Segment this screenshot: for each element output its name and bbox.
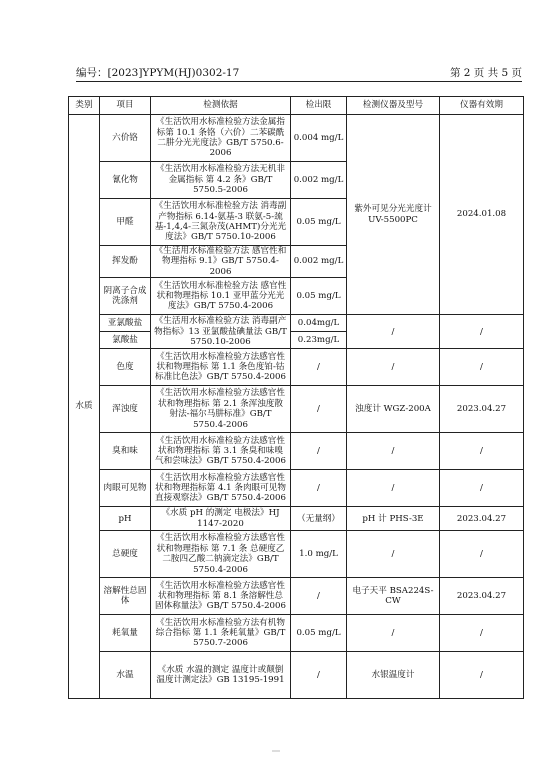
limit-cell: / (291, 349, 347, 386)
basis-cell: 《生活饮用水标准检验方法感官性状和物理指标 第 1.1 条色度铂-钴标准比色法》GB/T 5750.4-2006 (151, 349, 291, 386)
column-header-item: 项目 (100, 97, 151, 115)
limit-cell: / (291, 386, 347, 433)
basis-cell: 《生活饮用水标准检验方法感官性状和物理指标第 4.1 条肉眼可见物直接观察法》GB/T 5750.4-2006 (151, 470, 291, 507)
instrument-cell: 水银温度计 (347, 652, 440, 699)
item-cell: 甲醛 (100, 199, 151, 246)
item-cell: 挥发酚 (100, 246, 151, 278)
page-footer-mark (272, 750, 280, 752)
basis-cell: 《生活饮用水标准检验方法 消毒副产物指标 6.14-氨基-3 联氨-5-巯基-1,4,4-三氮杂茂(AHMT)分光光度法》GB/T 5750.10-2006 (151, 199, 291, 246)
column-header-category: 类别 (69, 97, 100, 115)
instrument-cell: 电子天平 BSA224S-CW (347, 578, 440, 615)
item-cell: 水温 (100, 652, 151, 699)
item-cell: 肉眼可见物 (100, 470, 151, 507)
validity-cell: / (440, 652, 524, 699)
validity-cell: / (440, 433, 524, 470)
page-header (76, 67, 522, 82)
item-cell: 阴离子合成洗涤剂 (100, 278, 151, 315)
basis-cell: 《生活用水标准检验方法 消毒副产物指标》13 亚氯酸盐碘量法 GB/T 5750.10-2006 (151, 315, 291, 349)
instrument-cell: / (347, 531, 440, 578)
test-method-table (68, 96, 524, 699)
table-row (69, 507, 524, 531)
instrument-cell: / (347, 433, 440, 470)
limit-cell: / (291, 470, 347, 507)
limit-cell: 0.05 mg/L (291, 615, 347, 652)
limit-cell: / (291, 652, 347, 699)
item-cell: 浑浊度 (100, 386, 151, 433)
validity-cell: / (440, 349, 524, 386)
validity-cell: / (440, 615, 524, 652)
validity-cell: 2023.04.27 (440, 386, 524, 433)
item-cell: 氯酸盐 (100, 332, 151, 349)
basis-cell: 《生活饮用水标准检验方法感官性状和物理指标 第 3.1 条臭和味嗅气和尝味法》GB/T 5750.4-2006 (151, 433, 291, 470)
table-row (69, 470, 524, 507)
instrument-cell: 浊度计 WGZ-200A (347, 386, 440, 433)
limit-cell: 0.23mg/L (291, 332, 347, 349)
basis-cell: 《生活饮用水标准检验方法无机非金属指标 第 4.2 条》GB/T 5750.5-2006 (151, 162, 291, 199)
limit-cell: / (291, 578, 347, 615)
instrument-cell: / (347, 315, 440, 349)
limit-cell: 1.0 mg/L (291, 531, 347, 578)
basis-cell: 《生活饮用水标准检验方法感官性状和物理指标 第 2.1 条浑浊度散射法-福尔马肼标准》GB/T 5750.4-2006 (151, 386, 291, 433)
item-cell: 总硬度 (100, 531, 151, 578)
validity-cell: / (440, 531, 524, 578)
item-cell: 亚氯酸盐 (100, 315, 151, 332)
limit-cell: 0.002 mg/L (291, 162, 347, 199)
item-cell: 氰化物 (100, 162, 151, 199)
basis-cell: 《生活饮用水标准检验方法感官性状和物理指标 第 8.1 条溶解性总固体称量法》GB/T 5750.4-2006 (151, 578, 291, 615)
column-header-basis: 检测依据 (151, 97, 291, 115)
column-header-validity: 仪器有效期 (440, 97, 524, 115)
instrument-cell: pH 计 PHS-3E (347, 507, 440, 531)
basis-cell: 《水质 pH 的测定 电极法》HJ 1147-2020 (151, 507, 291, 531)
table-row (69, 531, 524, 578)
basis-cell: 《水质 水温的测定 温度计或颠倒温度计测定法》GB 13195-1991 (151, 652, 291, 699)
validity-cell: / (440, 315, 524, 349)
item-cell: 溶解性总固体 (100, 578, 151, 615)
limit-cell: 0.05 mg/L (291, 278, 347, 315)
item-cell: pH (100, 507, 151, 531)
limit-cell: 0.05 mg/L (291, 199, 347, 246)
limit-cell: 0.002 mg/L (291, 246, 347, 278)
document-number: 编号：[2023]YPYM(HJ)0302-17 (76, 67, 240, 79)
page-number: 第 2 页 共 5 页 (449, 67, 522, 79)
table-header-row (69, 97, 524, 115)
category-cell: 水质 (69, 115, 100, 699)
table-row (69, 433, 524, 470)
item-cell: 臭和味 (100, 433, 151, 470)
basis-cell: 《生活饮用水标准检验方法有机物综合指标 第 1.1 条耗氧量》GB/T 5750.7-2006 (151, 615, 291, 652)
limit-cell: 0.04mg/L (291, 315, 347, 332)
item-cell: 色度 (100, 349, 151, 386)
validity-cell: 2023.04.27 (440, 507, 524, 531)
validity-cell: 2024.01.08 (440, 115, 524, 315)
item-cell: 耗氧量 (100, 615, 151, 652)
table-row (69, 578, 524, 615)
table-row (69, 349, 524, 386)
basis-cell: 《生活用水标准检验方法 感官性和物理指标 9.1》GB/T 5750.4-2006 (151, 246, 291, 278)
validity-cell: / (440, 470, 524, 507)
instrument-cell: / (347, 349, 440, 386)
validity-cell: 2023.04.27 (440, 578, 524, 615)
limit-cell: （无量纲） (291, 507, 347, 531)
basis-cell: 《生活饮用水标准检验方法金属指标第 10.1 条铬（六价）二苯碳酰二肼分光光度法》GB/T 5750.6-2006 (151, 115, 291, 162)
instrument-cell: / (347, 470, 440, 507)
basis-cell: 《生活饮用水标准检验方法 感官性状和物理指标 10.1 亚甲蓝分光光度法》GB/T 5750.4-2006 (151, 278, 291, 315)
limit-cell: 0.004 mg/L (291, 115, 347, 162)
table-row (69, 615, 524, 652)
item-cell: 六价铬 (100, 115, 151, 162)
table-row (69, 315, 524, 332)
table-row (69, 115, 524, 162)
basis-cell: 《生活饮用水标准检验方法感官性状和物理指标 第 7.1 条 总硬度乙二胺四乙酸二钠滴定法》GB/T 5750.4-2006 (151, 531, 291, 578)
limit-cell: / (291, 433, 347, 470)
instrument-cell: 紫外可见分光光度计 UV-5500PC (347, 115, 440, 315)
instrument-cell: / (347, 615, 440, 652)
table-row (69, 652, 524, 699)
table-row (69, 386, 524, 433)
column-header-instrument: 检测仪器及型号 (347, 97, 440, 115)
column-header-limit: 检出限 (291, 97, 347, 115)
